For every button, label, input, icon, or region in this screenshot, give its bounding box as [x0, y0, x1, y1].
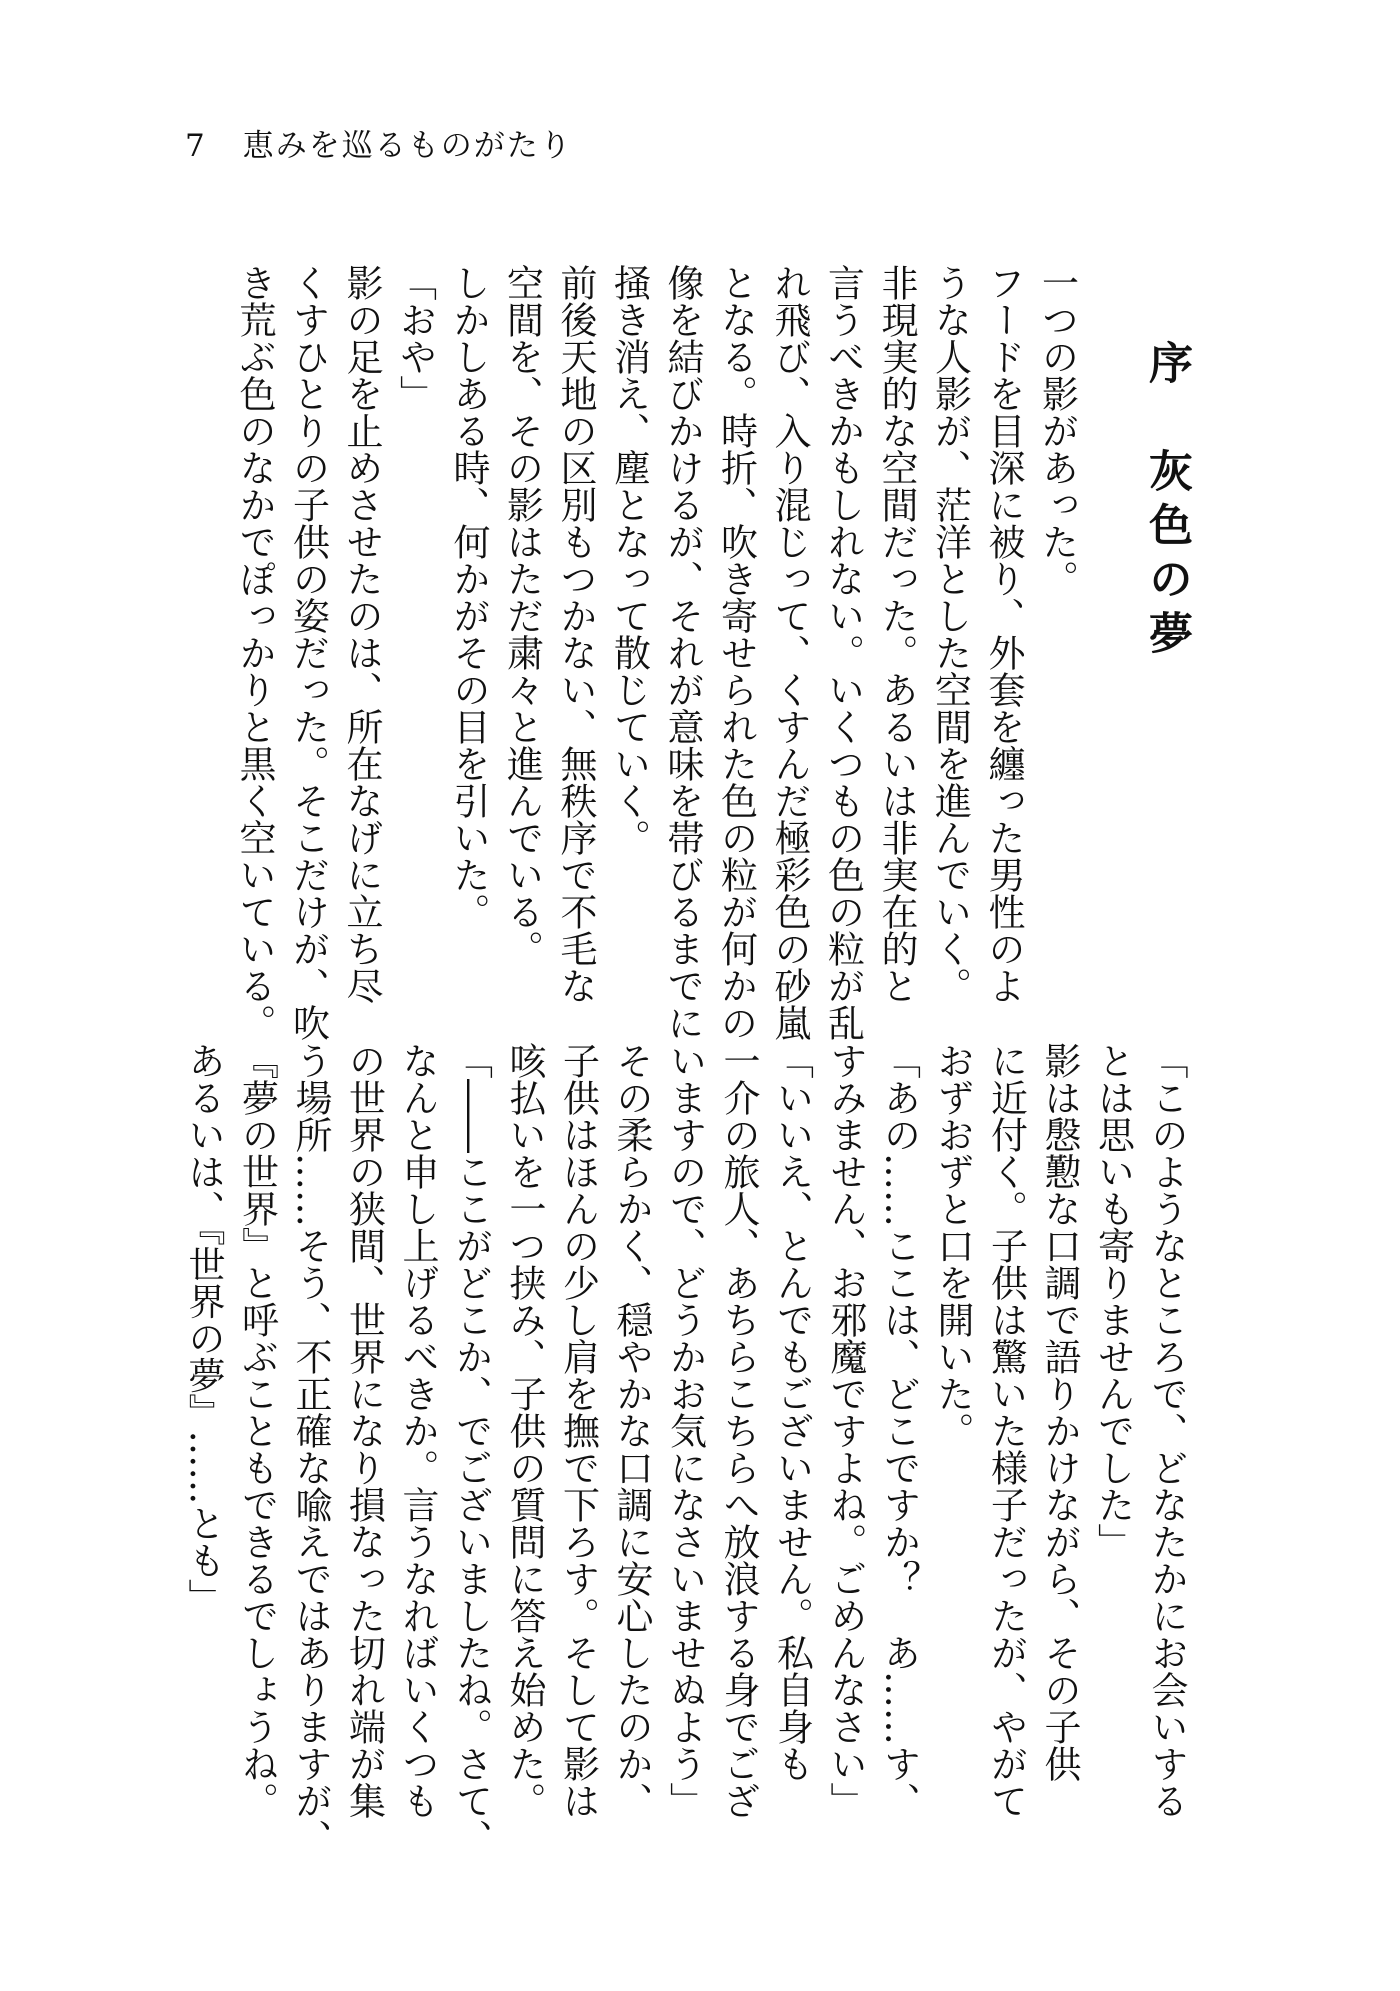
text-line: の世界の狭間、世界になり損なった切れ端が集 — [342, 1042, 386, 1819]
text-line: とは思いも寄りませんでした」 — [1091, 1042, 1135, 1560]
text-line: 「――ここがどこか、でございましたね。さて、 — [449, 1042, 493, 1856]
chapter-title: 序 灰色の夢 — [1141, 340, 1192, 664]
text-line: 空間を、その影はただ粛々と進んでいる。 — [500, 264, 544, 967]
upper-text-block — [228, 264, 1194, 1041]
text-line: となる。時折、吹き寄せられた色の粒が何かの — [714, 264, 758, 1041]
text-line: おずおずと口を開いた。 — [931, 1042, 974, 1449]
page-number: 7 — [185, 128, 207, 164]
text-line: うな人影が、茫洋とした空間を進んでいく。 — [928, 264, 972, 1004]
text-line: 影は慇懃な口調で語りかけながら、その子供 — [1038, 1042, 1081, 1782]
text-line: しかしある時、何かがその目を引いた。 — [447, 264, 490, 930]
text-line: 影の足を止めさせたのは、所在なげに立ち尽 — [340, 264, 383, 1004]
text-line: フードを目深に被り、外套を纏った男性のよ — [982, 264, 1025, 1004]
text-line: 「このようなところで、どなたかにお会いする — [1145, 1042, 1188, 1819]
text-line: れ飛び、入り混じって、くすんだ極彩色の砂嵐 — [768, 264, 811, 1041]
text-line: 咳払いを一つ挟み、子供の質問に答え始めた。 — [503, 1042, 546, 1819]
text-line: あるいは、『世界の夢』……とも」 — [182, 1042, 225, 1616]
text-line: 像を結びかけるが、それが意味を帯びるまでに — [661, 264, 704, 1041]
text-line: 『夢の世界』と呼ぶこともできるでしょうね。 — [235, 1042, 279, 1819]
book-title: 恵みを巡るものがたり — [242, 128, 573, 164]
upper-paragraphs — [228, 264, 1084, 1041]
text-line: き荒ぶ色のなかでぽっかりと黒く空いている。 — [233, 264, 276, 1041]
text-line: 掻き消え、塵となって散じていく。 — [607, 264, 651, 856]
text-line: 言うべきかもしれない。いくつもの色の粒が乱 — [821, 264, 865, 1041]
text-line: すみません、お邪魔ですよね。ごめんなさい」 — [824, 1042, 867, 1819]
text-line: 子供はほんの少し肩を撫で下ろす。そして影は — [556, 1042, 600, 1819]
text-line: 「あの……ここは、どこですか？ あ……す、 — [877, 1042, 921, 1819]
text-line: 「おや」 — [393, 264, 437, 412]
text-line: いますので、どうかお気になさいませぬよう」 — [663, 1042, 707, 1819]
lower-text-block — [177, 1042, 1194, 1856]
running-head — [185, 126, 573, 166]
text-line: 「いいえ、とんでもございません。私自身も — [770, 1042, 814, 1782]
text-line: なんと申し上げるべきか。言うなればいくつも — [396, 1042, 439, 1819]
text-line: に近付く。子供は驚いた様子だったが、やがて — [984, 1042, 1028, 1819]
lower-paragraphs — [177, 1042, 1194, 1856]
text-line: 一介の旅人、あちらこちらへ放浪する身でござ — [717, 1042, 760, 1819]
text-line: くすひとりの子供の姿だった。そこだけが、吹 — [286, 264, 330, 1041]
text-line: う場所……そう、不正確な喩えではありますが、 — [289, 1042, 332, 1856]
text-line: 非現実的な空間だった。あるいは非実在的と — [875, 264, 918, 1004]
text-line: 前後天地の区別もつかない、無秩序で不毛な — [554, 264, 597, 1004]
text-line: その柔らかく、穏やかな口調に安心したのか、 — [610, 1042, 653, 1819]
text-line: 一つの影があった。 — [1035, 264, 1079, 597]
